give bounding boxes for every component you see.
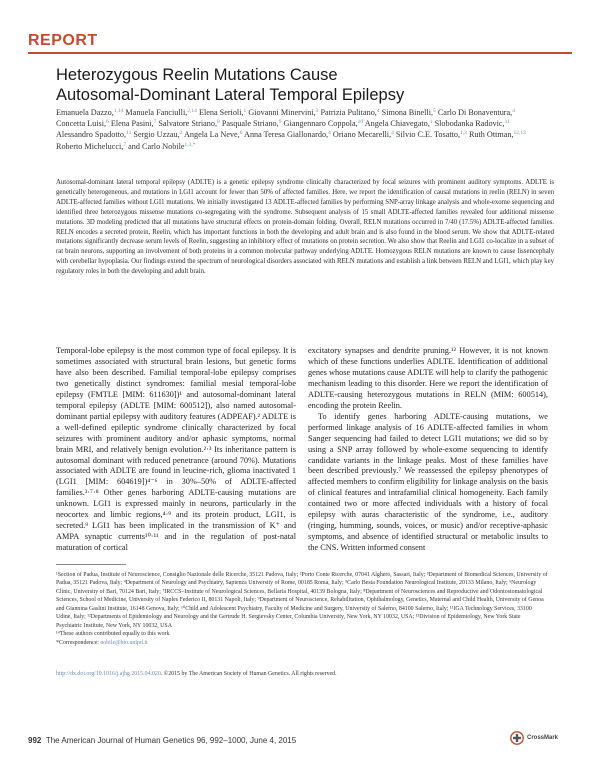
author-affiliation-ref[interactable]: 11 xyxy=(126,130,132,137)
author-name xyxy=(244,130,331,139)
author-affiliation-ref[interactable]: 5 xyxy=(433,108,436,114)
author-name xyxy=(284,119,364,128)
author-name xyxy=(56,142,126,151)
author-name-text: Salvatore Striano, xyxy=(158,119,218,129)
body-column-right xyxy=(308,346,548,554)
author-name-text: Patrizia Pulitano, xyxy=(320,108,377,117)
crossmark-label: CrossMark xyxy=(527,735,559,741)
copyright-text: . ©2015 by The American Society of Human Genetics. All rights reserved. xyxy=(160,671,337,677)
author-affiliation-ref[interactable]: 1,14 xyxy=(113,108,124,114)
author-affiliation-ref[interactable]: 4 xyxy=(512,108,515,114)
author-affiliation-ref[interactable]: 2 xyxy=(179,130,183,137)
author-affiliation-ref[interactable]: 9 xyxy=(278,119,282,126)
correspondence xyxy=(56,639,548,647)
author-name xyxy=(56,130,131,139)
footnote-rule xyxy=(56,564,126,565)
author-list xyxy=(56,107,556,152)
author-affiliation-ref[interactable]: 6 xyxy=(239,130,243,137)
author-name-text: Giangennaro Coppola, xyxy=(283,119,358,129)
author-name xyxy=(333,130,394,139)
journal-citation: 96, 992–1000, June 4, 2015 xyxy=(196,736,297,745)
author-name-text: Anna Teresa Giallonardo, xyxy=(244,130,329,140)
author-name xyxy=(125,108,196,117)
author-name xyxy=(365,119,433,128)
author-name-text: Elena Pasini, xyxy=(110,119,154,129)
author-affiliation-ref[interactable]: 3 xyxy=(315,108,319,114)
doi-line xyxy=(56,670,548,678)
author-affiliation-ref[interactable]: 2,14 xyxy=(187,108,197,114)
author-name xyxy=(438,108,515,117)
equal-contribution-note: ¹⁴These authors contributed equally to this work xyxy=(56,631,170,638)
author-name-text: Carlo Di Bonaventura, xyxy=(437,108,513,117)
body-paragraph: excitatory synapses and dendrite pruning.¹² However, it is not known which of these functions underlies ADLTE. Identification of additional genes whose mutations cause ADLTE will help to clarify the pathogenic mechanism leading to this disorder. Here we report the identification of ADLTE-causing heterozygous mutations in RELN (MIM: 600514), encoding the protein Reelin. xyxy=(308,346,548,410)
author-affiliation-ref[interactable]: 1,3 xyxy=(460,130,467,137)
author-name-text: Roberto Michelucci, xyxy=(56,141,124,151)
author-name-text: Ruth Ottman, xyxy=(468,130,514,140)
journal-name: The American Journal of Human Genetics xyxy=(45,736,195,745)
article-title xyxy=(56,65,556,105)
crossmark-icon xyxy=(510,731,524,745)
author-name-text: Pasquale Striano, xyxy=(221,119,279,129)
author-name-text: Angela Chiavegato, xyxy=(364,119,430,129)
title-line-1: Heterozygous Reelin Mutations Cause xyxy=(56,66,338,84)
author-name xyxy=(56,108,123,117)
correspondence-email-link[interactable]: nobile@bio.unipd.it xyxy=(100,639,148,646)
author-affiliation-ref[interactable]: 8 xyxy=(217,119,220,126)
author-name-text: and Carlo Nobile xyxy=(128,141,185,151)
author-name xyxy=(320,108,379,117)
author-name xyxy=(222,119,282,128)
crossmark-badge[interactable] xyxy=(510,729,572,747)
author-name-text: Manuela Fanciulli, xyxy=(125,108,188,117)
page-footer xyxy=(28,736,296,745)
correspondence-label: *Correspondence: xyxy=(56,639,101,646)
author-name xyxy=(56,119,109,128)
page-number: 992 xyxy=(28,736,42,745)
abstract: Autosomal-dominant lateral temporal epilepsy (ADLTE) is a genetic epilepsy syndrome clinically characterized by focal seizures with prominent auditory symptoms. ADLTE is genetically heterogeneous, and mutations in LGI1 account for fewer than 50% of affected families. Here, we report the identification of causal mutations in reelin (RELN) in seven ADLTE-affected families without LGI1 mutations. We initially investigated 13 ADLTE-affected families by performing SNP-array linkage analysis and whole-exome sequencing and identified three heterozygous missense mutations co-segregating with the syndrome. Subsequent analysis of 15 small ADLTE-affected families revealed four additional missense mutations. 3D modeling predicted that all mutations have structural effects on protein-domain folding. Overall, RELN mutations occurred in 7/40 (17.5%) ADLTE-affected families. RELN encodes a secreted protein, Reelin, which has important functions in both the developing and adult brain and is also found in the blood serum. We show that ADLTE-related mutations significantly decrease serum levels of Reelin, suggesting an inhibitory effect of mutations on protein secretion. We also show that Reelin and LGI1 co-localize in a subset of rat brain neurons, supporting an involvement of both proteins in a common molecular pathway underlying ADLTE. Homozygous RELN mutations are known to cause lissencephaly with cerebellar hypoplasia. Our findings extend the spectrum of neurological disorders associated with RELN mutations and establish a link between RELN and LGI1, which play key regulatory roles in both the developing and adult brain. xyxy=(56,179,554,276)
author-affiliation-ref[interactable]: 7 xyxy=(123,141,127,148)
body-paragraph: To identify genes harboring ADLTE-causing mutations, we performed linkage analysis of 16 ADLTE-affected families in whom Sanger sequencing had failed to detect LGI1 mutations; we did so by using a SNP array followed by whole-exome sequencing to identify candidate variants in the linkage peaks. Most of these families have been described previously.⁷ We reassessed the epilepsy phenotypes of affected members to confirm eligibility for linkage analysis on the basis of clinical features and intrafamilial clinical homogeneity. Each family contained two or more affected individuals with a history of focal epilepsy with auras characteristic of the syndrome, i.e., auditory (ringing, humming, sounds, voices, or music) and/or receptive-aphasic symptoms, and absence of identified structural or metabolic insults to the CNS. Written informed consent xyxy=(308,411,548,553)
author-name-text: Simona Binelli, xyxy=(381,108,434,117)
author-name-text: Sergio Uzzau, xyxy=(133,130,180,140)
author-name xyxy=(111,119,157,128)
author-affiliation-ref[interactable]: 10 xyxy=(357,119,364,126)
author-affiliation-ref[interactable]: 1 xyxy=(243,108,247,114)
author-affiliation-ref[interactable]: 12,13 xyxy=(513,130,526,137)
author-name-text: Giovanni Minervini, xyxy=(248,108,316,117)
author-name-text: Angela La Neve, xyxy=(183,130,240,140)
body-column-left xyxy=(56,346,296,554)
footnotes xyxy=(56,571,548,647)
author-name-text: Alessandro Spadotto, xyxy=(56,130,127,140)
author-name-text: Oriano Mecarelli, xyxy=(332,130,392,140)
author-affiliation-ref[interactable]: 4 xyxy=(376,108,380,114)
author-name xyxy=(469,130,526,139)
author-affiliation-ref[interactable]: 1 xyxy=(429,119,433,126)
author-affiliation-ref[interactable]: 4 xyxy=(391,130,394,137)
author-affiliation-ref[interactable]: 11 xyxy=(504,119,510,126)
author-name xyxy=(128,142,195,151)
author-name xyxy=(133,130,182,139)
author-affiliation-ref[interactable]: 7 xyxy=(153,119,157,126)
author-affiliation-ref[interactable]: 4 xyxy=(328,130,331,137)
author-name xyxy=(382,108,436,117)
affiliations: ¹Section of Padua, Institute of Neuroscience, Consiglio Nazionale delle Ricerche, 35121 Padova, Italy; ²Porto Conte Ricerche, 07041 Alghero, Sassari, Italy; ³Department of Biomedical Sciences, University of Padua, 35121 Padova, Italy; ⁴Department of Neurology and Psychiatry, Sapienza University of Rome, 00185 Roma, Italy; ⁵Carlo Besta Foundation Neurological Institute, 20133 Milano, Italy; ⁶Neurology Clinic, University of Bari, 70124 Bari, Italy; ⁷IRCCS–Institute of Neurological Sciences, Bellaria Hospital, 40139 Bologna, Italy; ⁸Department of Neurosciences and Reproductive and Odontostomatological Sciences, School of Medicine, University of Naples Federico II, 80131 Napoli, Italy; ⁹Department of Neuroscience, Rehabilitation, Ophthalmology, Genetics, Maternal and Child Health, University of Genoa and Giannina Gaslini Institute, 16148 Genova, Italy; ¹⁰Child and Adolescent Psychiatry, Faculty of Medicine and Surgery, University of Salerno, 84100 Salerno, Italy; ¹¹IGA Technology Services, 33100 Udine, Italy; ¹²Departments of Epidemiology and Neurology and the Gertrude H. Sergievsky Center, Columbia University, New York, NY 10032, USA; ¹³Division of Epidemiology, New York State Psychiatric Institute, New York, NY 10032, USA xyxy=(56,572,548,629)
author-name xyxy=(199,108,246,117)
author-name-text: Elena Serioli, xyxy=(198,108,244,117)
title-line-2: Autosomal-Dominant Lateral Temporal Epilepsy xyxy=(56,86,405,104)
author-name xyxy=(435,119,510,128)
section-label: REPORT xyxy=(28,32,98,49)
author-name-text: Emanuela Dazzo, xyxy=(56,108,114,117)
author-name-text: Silvio C.E. Tosatto, xyxy=(395,130,461,140)
author-affiliation-ref[interactable]: 6 xyxy=(106,119,109,126)
body-paragraph: Temporal-lobe epilepsy is the most common type of focal epilepsy. It is sometimes associated with structural brain lesions, but genetic forms have also been described. Familial temporal-lobe epilepsy comprises two genetically distinct syndromes: familial mesial temporal-lobe epilepsy (FMTLE [MIM: 611630])¹ and autosomal-dominant lateral temporal epilepsy (ADLTE [MIM: 600512]), also named autosomal-dominant partial epilepsy with auditory features (ADPEAF).² ADLTE is a well-defined epileptic syndrome clinically characterized by focal seizures with prominent auditory and/or aphasic symptoms, normal brain MRI, and relatively benign evolution.²·³ Its inheritance pattern is autosomal dominant with reduced penetrance (around 70%). Mutations associated with ADLTE are found in leucine-rich, glioma inactivated 1 (LGI1 [MIM: 604619])⁴⁻⁶ in 30%–50% of ADLTE-affected families.³·⁷·⁸ Other genes harboring ADLTE-causing mutations are unknown. LGI1 is expressed mainly in neurons, particularly in the neocortex and limbic regions,⁴·⁹ and its protein product, LGI1, is secreted.⁹ LGI1 has been implicated in the transmission of K⁺ and AMPA synaptic currents¹⁰·¹¹ and in the regulation of post-natal maturation of cortical xyxy=(56,346,296,553)
header-rule xyxy=(28,52,572,54)
doi-link[interactable]: http://dx.doi.org/10.1016/j.ajhg.2015.04.020 xyxy=(56,671,161,677)
author-name-text: Concetta Luisi, xyxy=(56,119,107,129)
author-affiliation-ref[interactable]: 1,3,* xyxy=(184,141,196,148)
author-name xyxy=(248,108,318,117)
author-name xyxy=(184,130,242,139)
author-name-text: Slobodanka Radovic, xyxy=(434,119,505,129)
author-name xyxy=(396,130,467,139)
author-name xyxy=(158,119,219,128)
